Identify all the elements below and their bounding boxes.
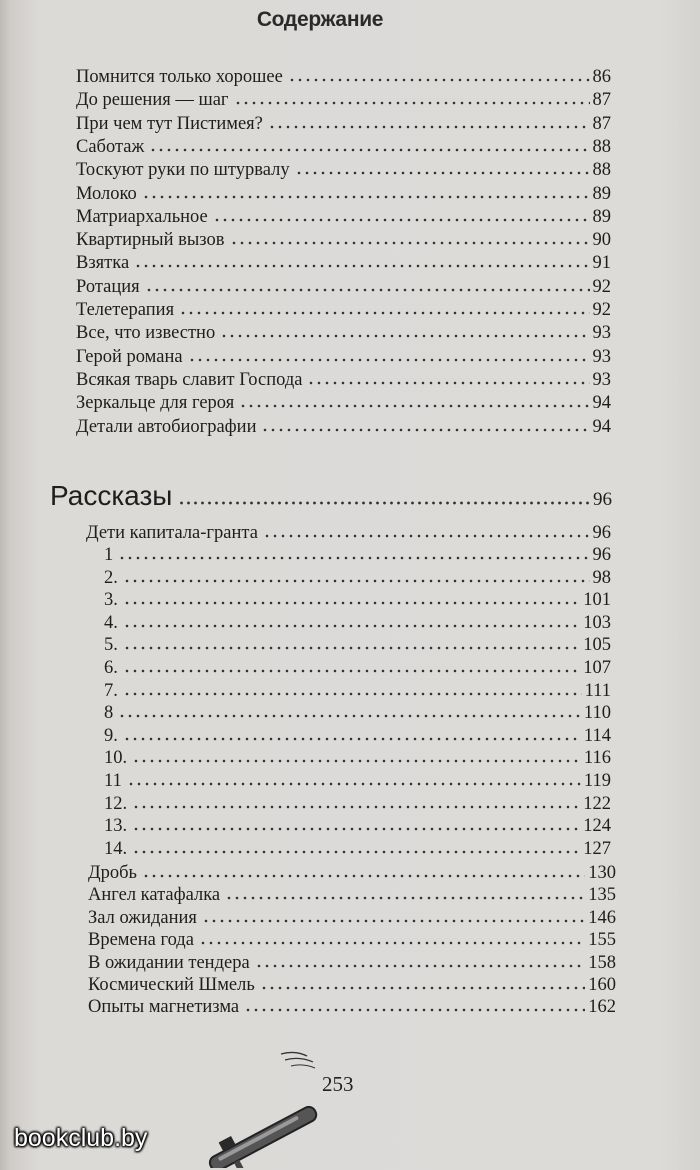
entry-page: 105 bbox=[583, 635, 611, 656]
toc-entry bbox=[76, 113, 611, 135]
dot-leader bbox=[258, 986, 585, 990]
dot-leader bbox=[286, 78, 590, 82]
entry-page: 96 bbox=[592, 523, 611, 543]
story-entry bbox=[86, 522, 611, 544]
entry-page: 107 bbox=[583, 658, 611, 678]
chapter-entry bbox=[104, 770, 611, 792]
entry-title: Саботаж bbox=[76, 136, 145, 157]
chapter-entry bbox=[104, 612, 611, 634]
dot-leader bbox=[211, 218, 590, 222]
toc-entry bbox=[88, 974, 616, 996]
entry-title: 10. bbox=[104, 748, 128, 769]
entry-page: 103 bbox=[583, 612, 611, 633]
dot-leader bbox=[237, 404, 589, 408]
entry-title: Матриархальное bbox=[76, 206, 208, 227]
chapter-entry bbox=[104, 838, 611, 860]
entry-page: 92 bbox=[592, 276, 611, 297]
entry-page: 90 bbox=[592, 230, 611, 251]
dot-leader bbox=[121, 579, 590, 583]
toc-entry bbox=[76, 136, 611, 158]
entry-title: Телетерапия bbox=[76, 300, 175, 320]
chapter-entry bbox=[104, 747, 611, 769]
entry-page: 87 bbox=[592, 113, 611, 134]
entry-page: 111 bbox=[584, 680, 611, 701]
dot-leader bbox=[130, 827, 580, 831]
entry-page: 114 bbox=[583, 725, 611, 746]
dot-leader bbox=[116, 714, 581, 718]
entry-title: 2. bbox=[104, 567, 118, 588]
dot-leader bbox=[121, 737, 581, 741]
toc-entry bbox=[76, 369, 611, 391]
chapter-entry bbox=[104, 657, 611, 679]
section-page: 96 bbox=[593, 489, 612, 510]
tuning-fork-drawing-icon bbox=[195, 1048, 375, 1168]
entry-page: 122 bbox=[583, 793, 611, 814]
entry-title: 13. bbox=[104, 816, 128, 837]
entry-page: 146 bbox=[588, 907, 616, 928]
dot-leader bbox=[140, 874, 585, 878]
chapter-entry bbox=[104, 815, 611, 837]
section-heading bbox=[50, 480, 612, 516]
entry-title: Ангел катафалка bbox=[88, 885, 221, 906]
entry-page: 88 bbox=[592, 160, 611, 181]
entry-page: 127 bbox=[583, 838, 611, 859]
dot-leader bbox=[130, 850, 580, 854]
toc-entry bbox=[76, 159, 611, 181]
entry-title: Взятка bbox=[76, 253, 130, 274]
dot-leader bbox=[143, 288, 590, 292]
dot-leader bbox=[121, 646, 580, 650]
dot-leader bbox=[147, 148, 589, 152]
entry-page: 130 bbox=[588, 863, 616, 883]
entry-title: Герой романа bbox=[76, 346, 183, 367]
dot-leader bbox=[140, 195, 590, 199]
entry-page: 88 bbox=[592, 136, 611, 157]
entry-page: 93 bbox=[592, 369, 611, 390]
toc-entry bbox=[76, 346, 611, 368]
toc-entry bbox=[76, 392, 611, 414]
entry-page: 160 bbox=[588, 975, 616, 995]
entry-page: 98 bbox=[592, 567, 611, 588]
dot-leader bbox=[178, 501, 589, 505]
dot-leader bbox=[130, 805, 580, 809]
dot-leader bbox=[186, 358, 590, 362]
entry-title: 8 bbox=[104, 703, 114, 724]
entry-page: 119 bbox=[583, 771, 611, 791]
dot-leader bbox=[223, 896, 585, 900]
entry-title: 9. bbox=[104, 725, 118, 746]
dot-leader bbox=[121, 601, 580, 605]
entry-title: 11 bbox=[104, 771, 122, 791]
entry-page: 93 bbox=[592, 346, 611, 367]
entry-page: 101 bbox=[583, 590, 611, 611]
dot-leader bbox=[130, 759, 581, 763]
dot-leader bbox=[197, 941, 585, 945]
toc-entry bbox=[76, 276, 611, 298]
entry-page: 94 bbox=[592, 393, 611, 414]
entry-page: 86 bbox=[592, 67, 611, 87]
entry-page: 124 bbox=[583, 816, 611, 837]
toc-entry bbox=[76, 252, 611, 274]
chapter-entry bbox=[104, 544, 611, 566]
entry-title: Тоскуют руки по штурвалу bbox=[76, 160, 290, 181]
dot-leader bbox=[218, 334, 589, 338]
entry-title: Опыты магнетизма bbox=[88, 997, 240, 1018]
entry-title: Дети капитала-гранта bbox=[86, 523, 258, 543]
entry-page: 87 bbox=[592, 90, 611, 111]
entry-page: 110 bbox=[583, 703, 611, 724]
entry-page: 155 bbox=[588, 930, 616, 951]
dot-leader bbox=[121, 624, 580, 628]
running-head: Содержание bbox=[256, 8, 384, 31]
toc-entry bbox=[76, 416, 611, 438]
toc-entry bbox=[76, 89, 611, 111]
dot-leader bbox=[125, 782, 581, 786]
dot-leader bbox=[177, 311, 589, 315]
toc-entry bbox=[76, 322, 611, 344]
entry-title: До решения — шаг bbox=[76, 90, 229, 111]
entry-title: Ротация bbox=[76, 276, 140, 297]
entry-title: Времена года bbox=[88, 930, 194, 951]
entry-page: 92 bbox=[592, 300, 611, 320]
entry-title: 6. bbox=[104, 658, 118, 678]
entry-page: 89 bbox=[592, 183, 611, 204]
dot-leader bbox=[266, 125, 590, 129]
chapter-entry bbox=[104, 725, 611, 747]
dot-leader bbox=[200, 919, 585, 923]
dot-leader bbox=[261, 534, 590, 538]
toc-entry bbox=[88, 907, 616, 929]
watermark: bookclub.by bbox=[14, 1124, 148, 1152]
dot-leader bbox=[116, 556, 589, 560]
dot-leader bbox=[232, 101, 590, 105]
dot-leader bbox=[242, 1008, 585, 1012]
toc-entry bbox=[88, 884, 616, 906]
toc-entry bbox=[88, 929, 616, 951]
chapter-entry bbox=[104, 589, 611, 611]
entry-title: 3. bbox=[104, 590, 118, 611]
entry-page: 94 bbox=[592, 416, 611, 437]
toc-entry bbox=[88, 862, 616, 884]
entry-title: 5. bbox=[104, 635, 118, 656]
entry-title: 7. bbox=[104, 680, 118, 701]
entry-title: Космический Шмель bbox=[88, 975, 255, 995]
chapter-entry bbox=[104, 702, 611, 724]
entry-title: Всякая тварь славит Господа bbox=[76, 369, 303, 390]
entry-title: Квартирный вызов bbox=[76, 230, 225, 251]
chapter-entry bbox=[104, 567, 611, 589]
entry-title: 12. bbox=[104, 793, 128, 814]
entry-page: 135 bbox=[588, 885, 616, 906]
chapter-entry bbox=[104, 634, 611, 656]
toc-entry bbox=[76, 183, 611, 205]
dot-leader bbox=[253, 964, 586, 968]
entry-page: 116 bbox=[583, 748, 611, 769]
entry-title: Дробь bbox=[88, 863, 137, 883]
entry-title: Зеркальце для героя bbox=[76, 393, 235, 414]
entry-title: Помнится только хорошее bbox=[76, 67, 283, 87]
toc-entry bbox=[76, 299, 611, 321]
dot-leader bbox=[121, 669, 580, 673]
toc-entry bbox=[76, 206, 611, 228]
entry-page: 93 bbox=[592, 323, 611, 344]
dot-leader bbox=[259, 428, 589, 432]
entry-title: Все, что известно bbox=[76, 323, 216, 344]
entry-title: Молоко bbox=[76, 183, 137, 204]
entry-page: 162 bbox=[588, 997, 616, 1018]
entry-page: 91 bbox=[592, 253, 611, 274]
entry-title: 14. bbox=[104, 838, 128, 859]
entry-title: 4. bbox=[104, 612, 118, 633]
chapter-entry bbox=[104, 680, 611, 702]
entry-title: В ожидании тендера bbox=[88, 952, 250, 973]
toc-entry bbox=[76, 66, 611, 88]
section-title: Рассказы bbox=[50, 480, 173, 511]
entry-page: 158 bbox=[588, 952, 616, 973]
toc-entry bbox=[76, 229, 611, 251]
entry-page: 96 bbox=[592, 545, 611, 565]
dot-leader bbox=[121, 692, 582, 696]
dot-leader bbox=[305, 381, 589, 385]
dot-leader bbox=[228, 241, 590, 245]
entry-title: 1 bbox=[104, 545, 114, 565]
entry-title: Детали автобиографии bbox=[76, 416, 257, 437]
toc-entry bbox=[88, 952, 616, 974]
entry-title: Зал ожидания bbox=[88, 907, 197, 928]
entry-title: При чем тут Пистимея? bbox=[76, 113, 263, 134]
page-number: 253 bbox=[322, 1072, 354, 1096]
entry-page: 89 bbox=[592, 206, 611, 227]
dot-leader bbox=[293, 171, 590, 175]
dot-leader bbox=[132, 264, 589, 268]
toc-entry bbox=[88, 996, 616, 1018]
chapter-entry bbox=[104, 793, 611, 815]
